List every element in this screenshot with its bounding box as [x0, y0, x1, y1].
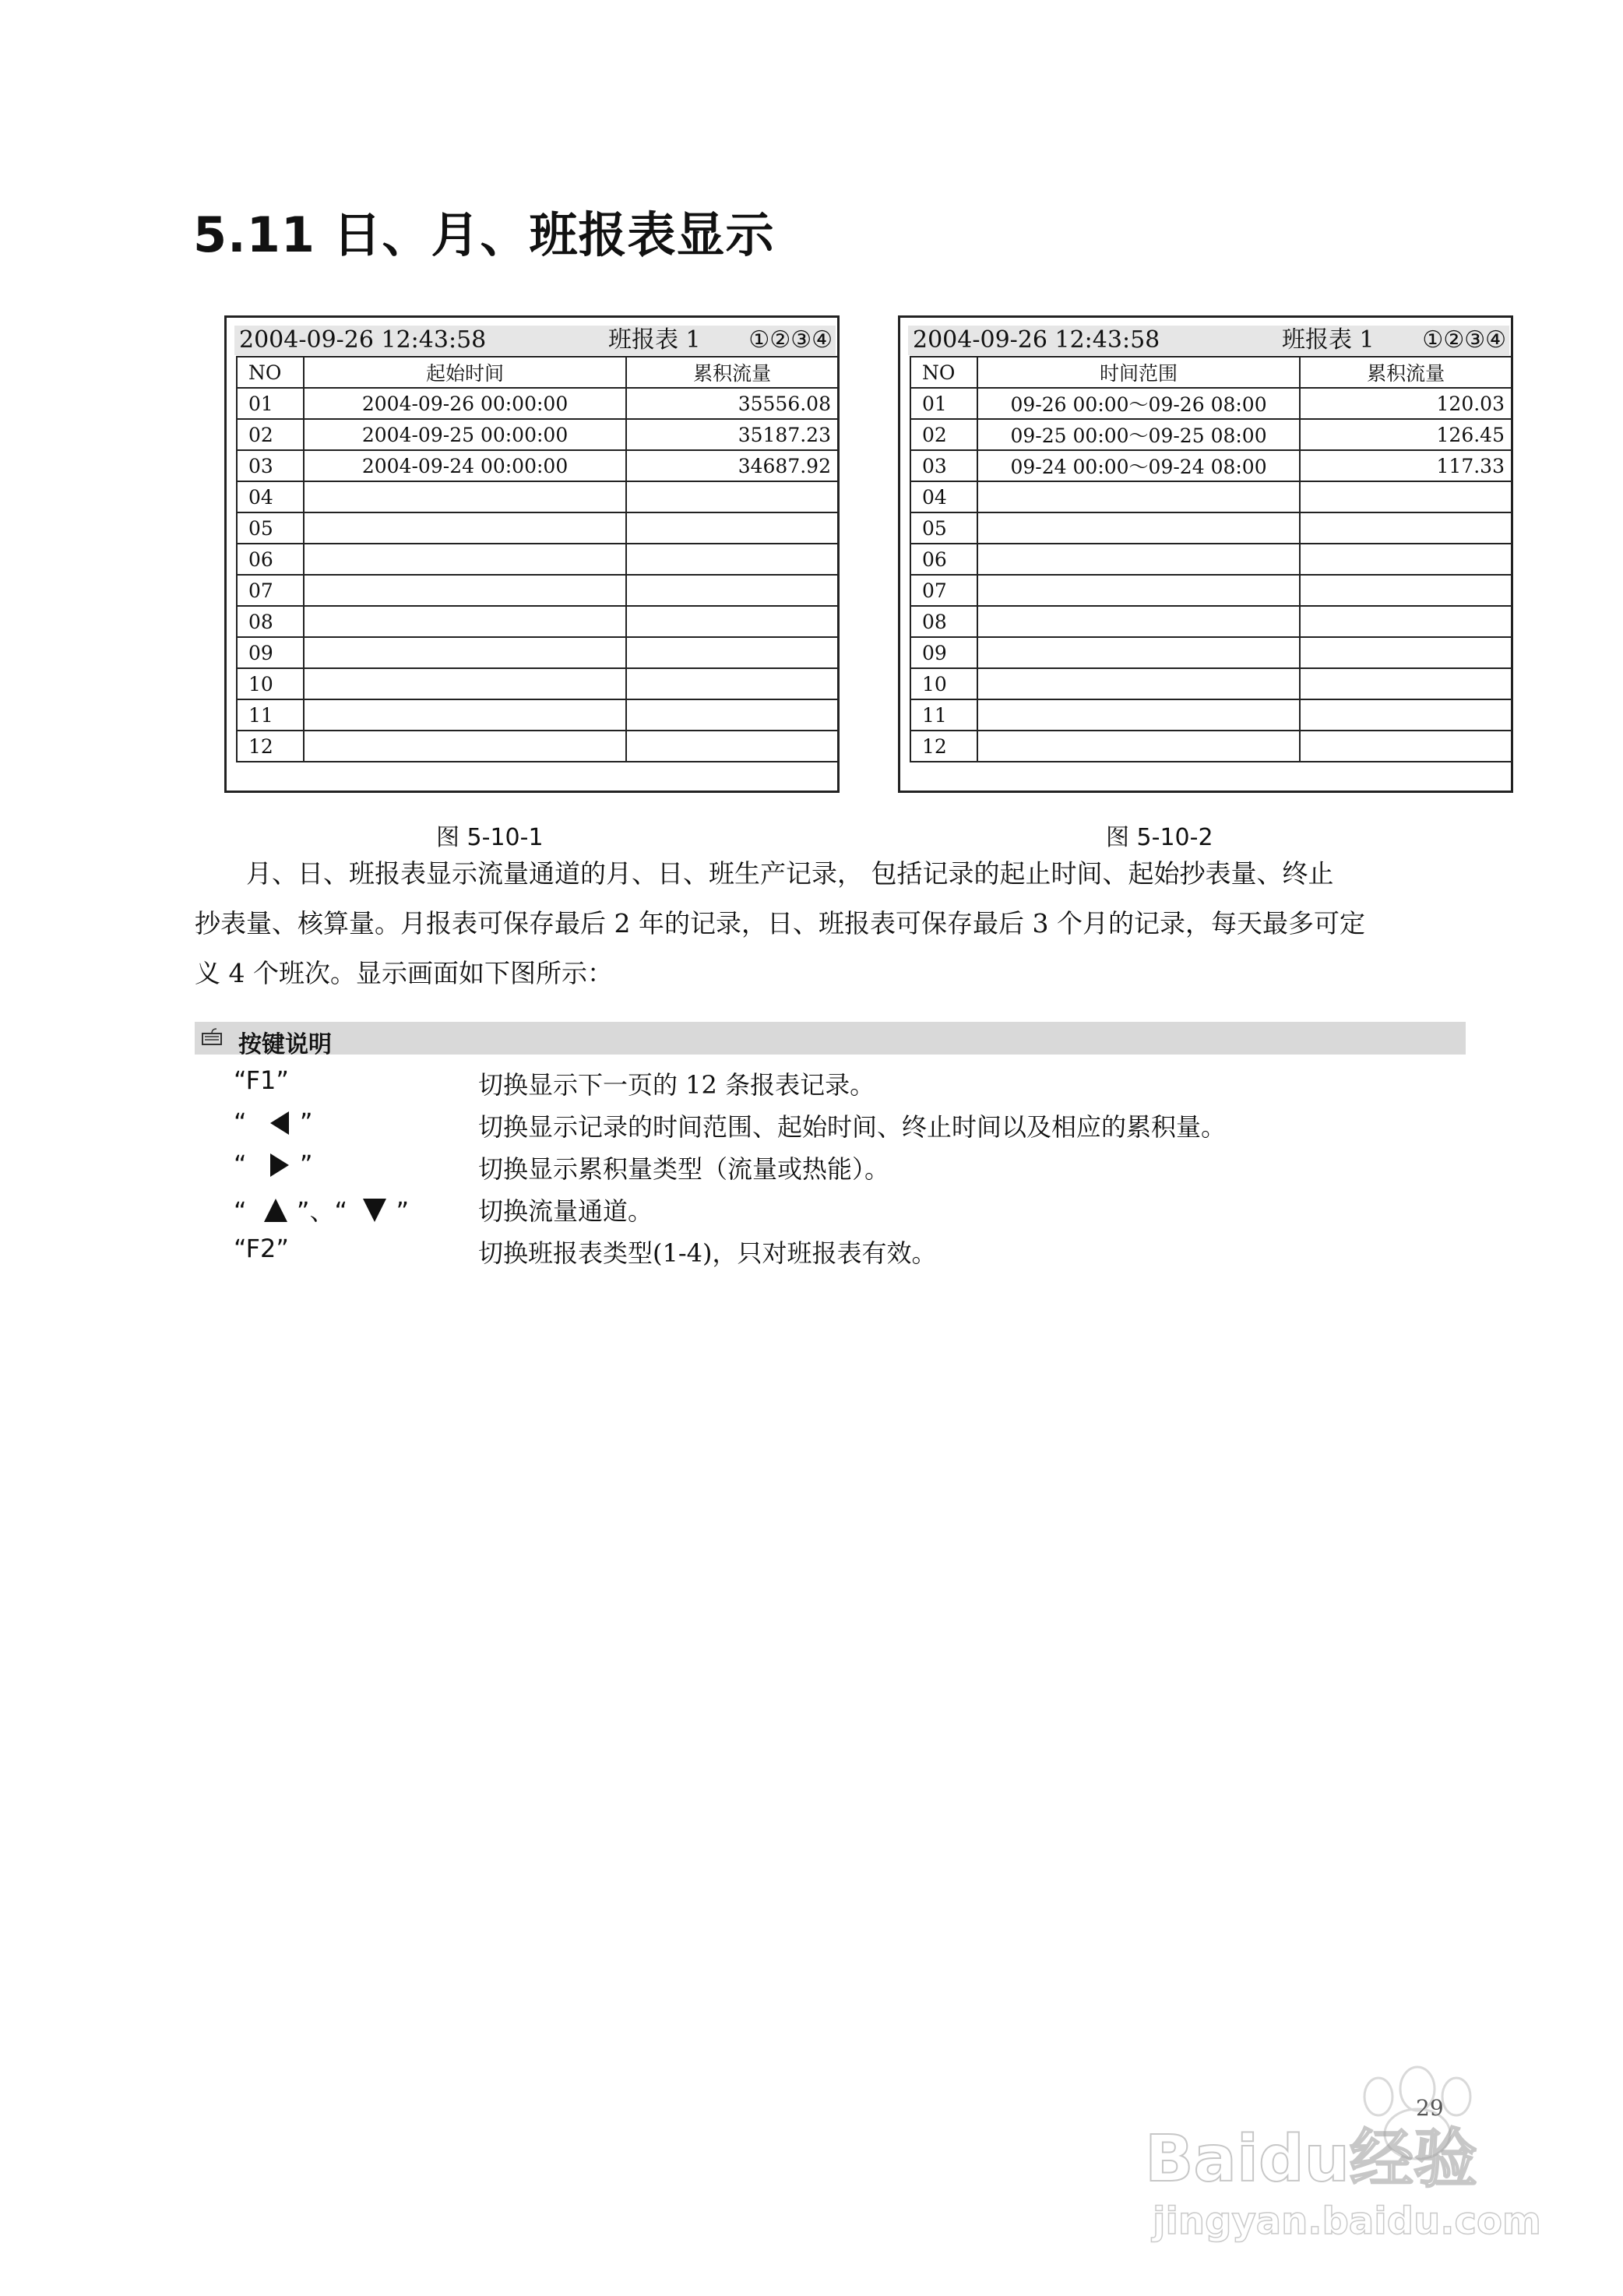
key-row-up-down — [234, 1192, 1402, 1231]
row-time — [977, 575, 1301, 606]
panel-report-name: 班报表 1 — [1282, 326, 1375, 354]
row-flow — [1300, 512, 1512, 544]
table-row — [237, 575, 838, 606]
row-number: 05 — [910, 512, 977, 544]
row-time — [977, 668, 1301, 699]
row-time — [304, 606, 627, 637]
column-header: NO — [910, 357, 977, 388]
row-time — [977, 731, 1301, 762]
row-number: 11 — [910, 699, 977, 731]
table-row — [910, 606, 1512, 637]
figure-caption: 图 5-10-1 — [436, 824, 544, 851]
column-header: 累积流量 — [626, 357, 838, 388]
row-time — [304, 544, 627, 575]
row-number: 06 — [237, 544, 304, 575]
column-header: 时间范围 — [977, 357, 1301, 388]
row-number: 07 — [237, 575, 304, 606]
body-paragraph — [195, 849, 1464, 998]
panel-channels: ①②③④ — [1422, 326, 1506, 354]
table-row — [910, 419, 1512, 450]
paragraph-line: 义 4 个班次。显示画面如下图所示： — [195, 958, 613, 988]
row-flow — [626, 544, 838, 575]
report-table — [236, 356, 839, 762]
row-flow — [1300, 637, 1512, 668]
row-flow — [1300, 731, 1512, 762]
table-row — [237, 637, 838, 668]
report-panel-2 — [898, 315, 1513, 793]
row-number: 11 — [237, 699, 304, 731]
row-time — [977, 606, 1301, 637]
row-number: 05 — [237, 512, 304, 544]
baidu-jingyan-watermark — [1145, 2048, 1550, 2251]
panel-header — [234, 326, 836, 355]
watermark-text-top: Baidu经验 — [1145, 2122, 1478, 2196]
table-row — [910, 388, 1512, 419]
panel-header — [908, 326, 1509, 355]
panel-timestamp: 2004-09-26 12:43:58 — [239, 326, 487, 354]
key-description: 切换显示累积量类型（流量或热能）。 — [478, 1154, 890, 1184]
key-label: “F1” — [234, 1065, 289, 1095]
table-row — [910, 731, 1512, 762]
row-number: 07 — [910, 575, 977, 606]
row-time — [304, 512, 627, 544]
report-panel-1 — [224, 315, 840, 793]
table-row — [237, 668, 838, 699]
keys-section-label: 按键说明 — [238, 1031, 332, 1058]
key-description: 切换流量通道。 — [478, 1196, 653, 1226]
row-flow — [626, 699, 838, 731]
keyboard-icon — [201, 1027, 223, 1048]
paragraph-line: 抄表量、核算量。月报表可保存最后 2 年的记录，日、班报表可保存最后 3 个月的记录，每天最多可定 — [195, 908, 1365, 938]
table-row — [237, 388, 838, 419]
up-arrow-icon — [264, 1199, 287, 1222]
row-flow — [626, 481, 838, 512]
panel-report-name: 班报表 1 — [608, 326, 701, 354]
table-row — [237, 606, 838, 637]
row-number: 02 — [910, 419, 977, 450]
row-number: 12 — [910, 731, 977, 762]
row-flow: 117.33 — [1300, 450, 1512, 481]
row-number: 06 — [910, 544, 977, 575]
keys-section-header — [195, 1022, 1466, 1058]
key-row-right — [234, 1150, 1402, 1188]
row-time — [977, 481, 1301, 512]
row-number: 04 — [237, 481, 304, 512]
row-number: 03 — [237, 450, 304, 481]
key-label: “ ” — [234, 1108, 313, 1137]
panel-channels: ①②③④ — [748, 326, 833, 354]
row-flow — [626, 575, 838, 606]
table-row — [237, 544, 838, 575]
row-flow — [626, 637, 838, 668]
page-title: 5.11 日、月、班报表显示 — [193, 206, 775, 263]
row-time: 09-24 00:00～09-24 08:00 — [977, 450, 1301, 481]
key-description: 切换显示下一页的 12 条报表记录。 — [478, 1070, 875, 1100]
row-flow: 120.03 — [1300, 388, 1512, 419]
row-time — [304, 575, 627, 606]
paragraph-line: 月、日、班报表显示流量通道的月、日、班生产记录， 包括记录的起止时间、起始抄表量、终止 — [246, 858, 1334, 889]
row-number: 08 — [910, 606, 977, 637]
row-flow — [1300, 699, 1512, 731]
table-row — [910, 481, 1512, 512]
table-row — [237, 450, 838, 481]
table-row — [237, 419, 838, 450]
row-number: 03 — [910, 450, 977, 481]
panel-timestamp: 2004-09-26 12:43:58 — [913, 326, 1160, 354]
row-time: 2004-09-24 00:00:00 — [304, 450, 627, 481]
watermark-text-bottom: jingyan.baidu.com — [1153, 2199, 1541, 2243]
row-time — [304, 637, 627, 668]
row-time — [977, 699, 1301, 731]
table-row — [910, 450, 1512, 481]
table-row — [237, 699, 838, 731]
row-flow: 126.45 — [1300, 419, 1512, 450]
row-number: 01 — [910, 388, 977, 419]
row-time: 09-26 00:00～09-26 08:00 — [977, 388, 1301, 419]
table-row — [910, 575, 1512, 606]
row-time — [977, 637, 1301, 668]
row-time — [304, 731, 627, 762]
key-row-f1 — [234, 1065, 1402, 1104]
row-number: 10 — [237, 668, 304, 699]
row-number: 09 — [237, 637, 304, 668]
key-label: “ ” — [234, 1150, 313, 1179]
row-flow: 35187.23 — [626, 419, 838, 450]
row-time — [977, 544, 1301, 575]
row-time — [304, 668, 627, 699]
right-arrow-icon — [270, 1153, 289, 1177]
row-flow — [1300, 606, 1512, 637]
left-arrow-icon — [270, 1111, 289, 1135]
row-flow — [1300, 575, 1512, 606]
row-flow — [626, 668, 838, 699]
row-number: 10 — [910, 668, 977, 699]
row-time: 2004-09-25 00:00:00 — [304, 419, 627, 450]
row-time — [977, 512, 1301, 544]
row-flow — [626, 731, 838, 762]
table-row — [910, 512, 1512, 544]
row-number: 01 — [237, 388, 304, 419]
table-row — [910, 544, 1512, 575]
key-label: “F2” — [234, 1234, 289, 1263]
table-row — [910, 699, 1512, 731]
row-number: 04 — [910, 481, 977, 512]
row-flow: 34687.92 — [626, 450, 838, 481]
row-number: 12 — [237, 731, 304, 762]
table-row — [910, 637, 1512, 668]
key-description: 切换班报表类型(1-4)，只对班报表有效。 — [478, 1238, 937, 1268]
row-number: 08 — [237, 606, 304, 637]
table-row — [910, 668, 1512, 699]
key-label: “ ”、“ ” — [234, 1196, 410, 1226]
table-row — [237, 481, 838, 512]
down-arrow-icon — [363, 1199, 386, 1222]
row-flow — [626, 512, 838, 544]
table-row — [237, 512, 838, 544]
row-number: 02 — [237, 419, 304, 450]
column-header: NO — [237, 357, 304, 388]
row-time — [304, 699, 627, 731]
row-number: 09 — [910, 637, 977, 668]
column-header: 累积流量 — [1300, 357, 1512, 388]
table-header-row — [237, 357, 838, 388]
row-flow: 35556.08 — [626, 388, 838, 419]
key-row-f2 — [234, 1234, 1402, 1273]
row-time: 2004-09-26 00:00:00 — [304, 388, 627, 419]
row-time: 09-25 00:00～09-25 08:00 — [977, 419, 1301, 450]
row-flow — [1300, 668, 1512, 699]
row-flow — [626, 606, 838, 637]
report-table — [910, 356, 1512, 762]
table-row — [237, 731, 838, 762]
column-header: 起始时间 — [304, 357, 627, 388]
key-row-left — [234, 1108, 1402, 1146]
row-time — [304, 481, 627, 512]
key-description: 切换显示记录的时间范围、起始时间、终止时间以及相应的累积量。 — [478, 1112, 1227, 1142]
table-header-row — [910, 357, 1512, 388]
row-flow — [1300, 544, 1512, 575]
page-number: 29 — [1416, 2095, 1444, 2121]
row-flow — [1300, 481, 1512, 512]
figure-caption: 图 5-10-2 — [1106, 824, 1213, 851]
